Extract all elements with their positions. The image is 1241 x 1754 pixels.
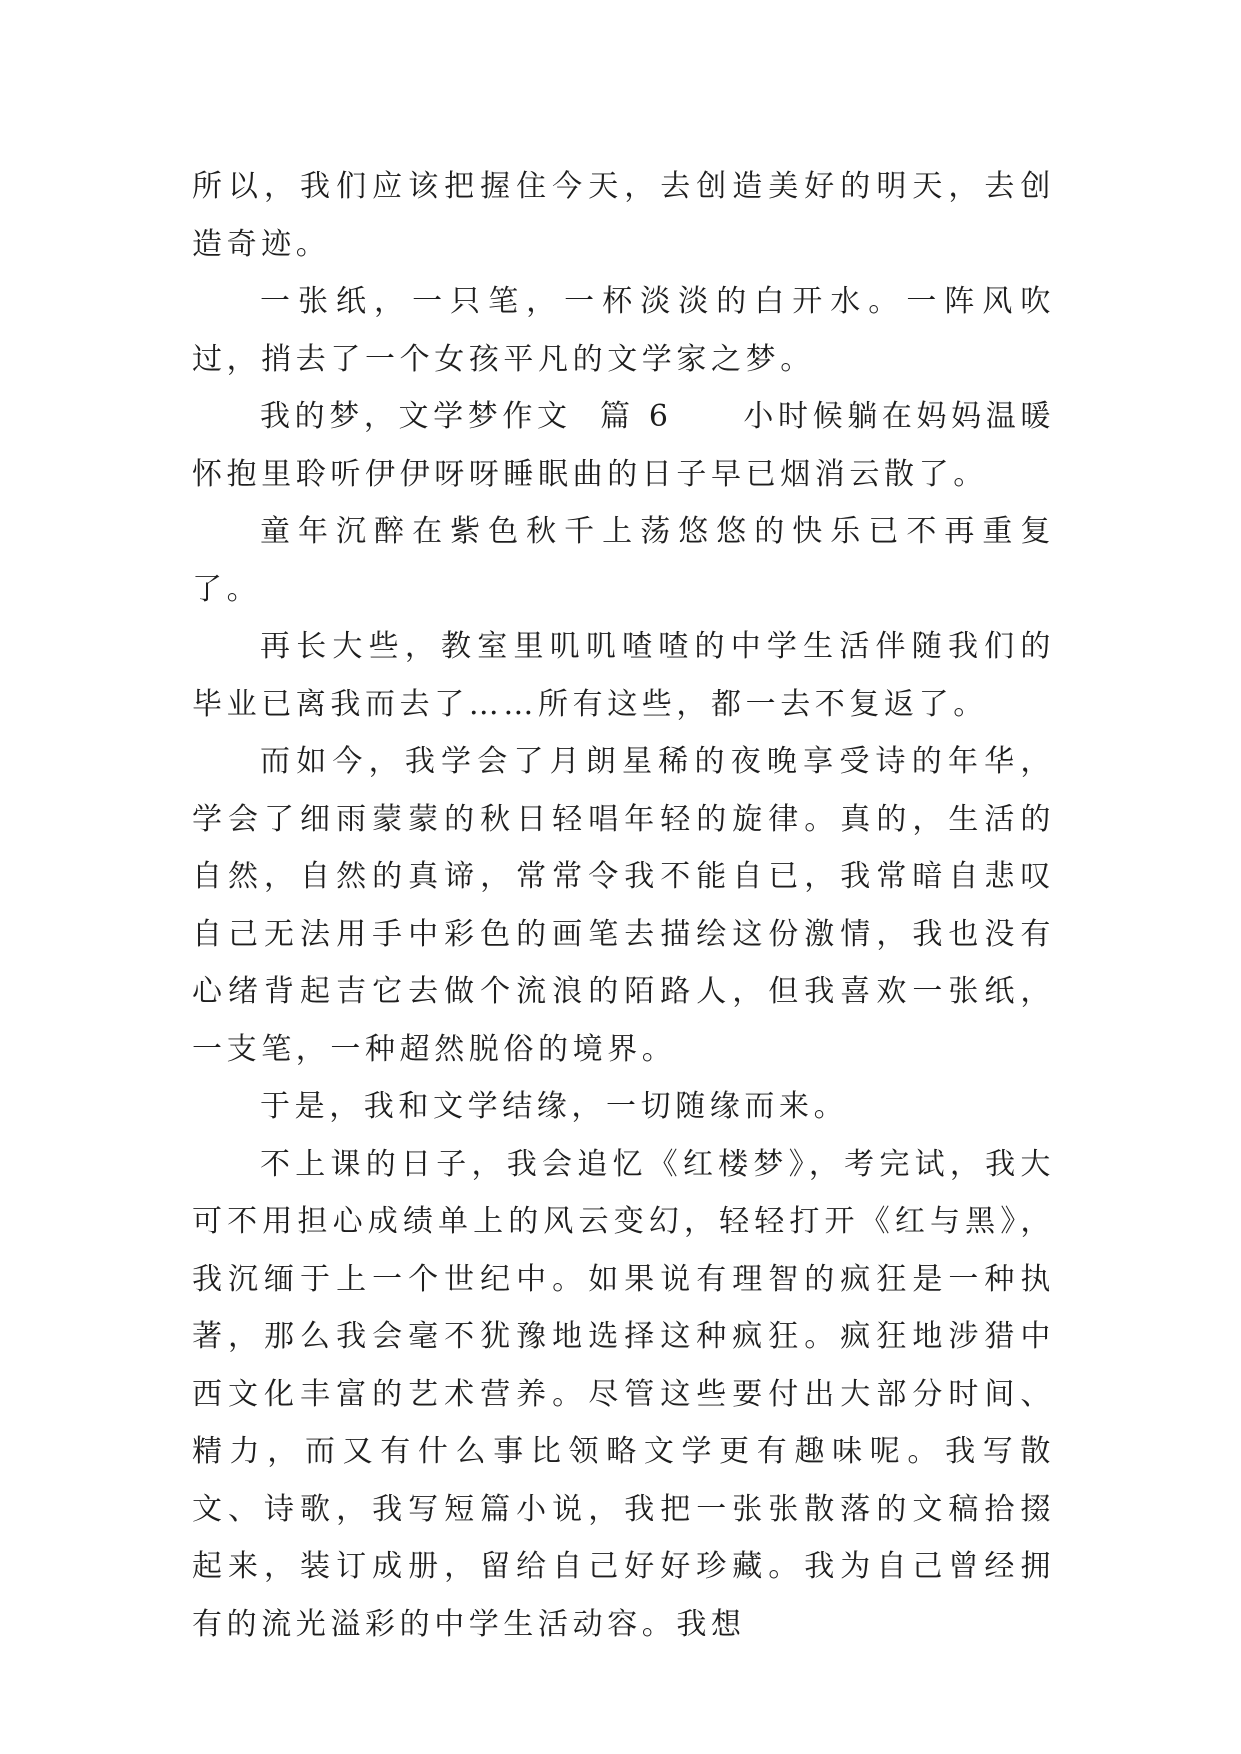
body-text xyxy=(192,158,1055,1653)
paragraph: 而如今，我学会了月朗星稀的夜晚享受诗的年华，学会了细雨蒙蒙的秋日轻唱年轻的旋律。真的，生活的自然，自然的真谛，常常令我不能自已，我常暗自悲叹自己无法用手中彩色的画笔去描绘这份激情，我也没有心绪背起吉它去做个流浪的陌路人，但我喜欢一张纸，一支笔，一种超然脱俗的境界。 xyxy=(192,744,1055,1067)
paragraph: 不上课的日子，我会追忆《红楼梦》，考完试，我大可不用担心成绩单上的风云变幻，轻轻打开《红与黑》，我沉缅于上一个世纪中。如果说有理智的疯狂是一种执著，那么我会毫不犹豫地选择这种疯狂。疯狂地涉猎中西文化丰富的艺术营养。尽管这些要付出大部分时间、精力，而又有什么事比领略文学更有趣味呢。我写散文、诗歌，我写短篇小说，我把一张张散落的文稿拾掇起来，装订成册，留给自己好好珍藏。我为自己曾经拥有的流光溢彩的中学生活动容。我想 xyxy=(192,1146,1055,1642)
paragraph: 童年沉醉在紫色秋千上荡悠悠的快乐已不再重复了。 xyxy=(192,514,1055,607)
paragraph: 再长大些，教室里叽叽喳喳的中学生活伴随我们的毕业已离我而去了……所有这些，都一去不复返了。 xyxy=(192,629,1055,722)
paragraph: 于是，我和文学结缘，一切随缘而来。 xyxy=(260,1089,849,1124)
paragraph: 一张纸，一只笔，一杯淡淡的白开水。一阵风吹过，捎去了一个女孩平凡的文学家之梦。 xyxy=(192,284,1055,377)
paragraph: 所以，我们应该把握住今天，去创造美好的明天，去创造奇迹。 xyxy=(192,169,1055,262)
paragraph: 我的梦，文学梦作文 篇 6 小时候躺在妈妈温暖怀抱里聆听伊伊呀呀睡眠曲的日子早已烟消云散了。 xyxy=(192,399,1055,492)
